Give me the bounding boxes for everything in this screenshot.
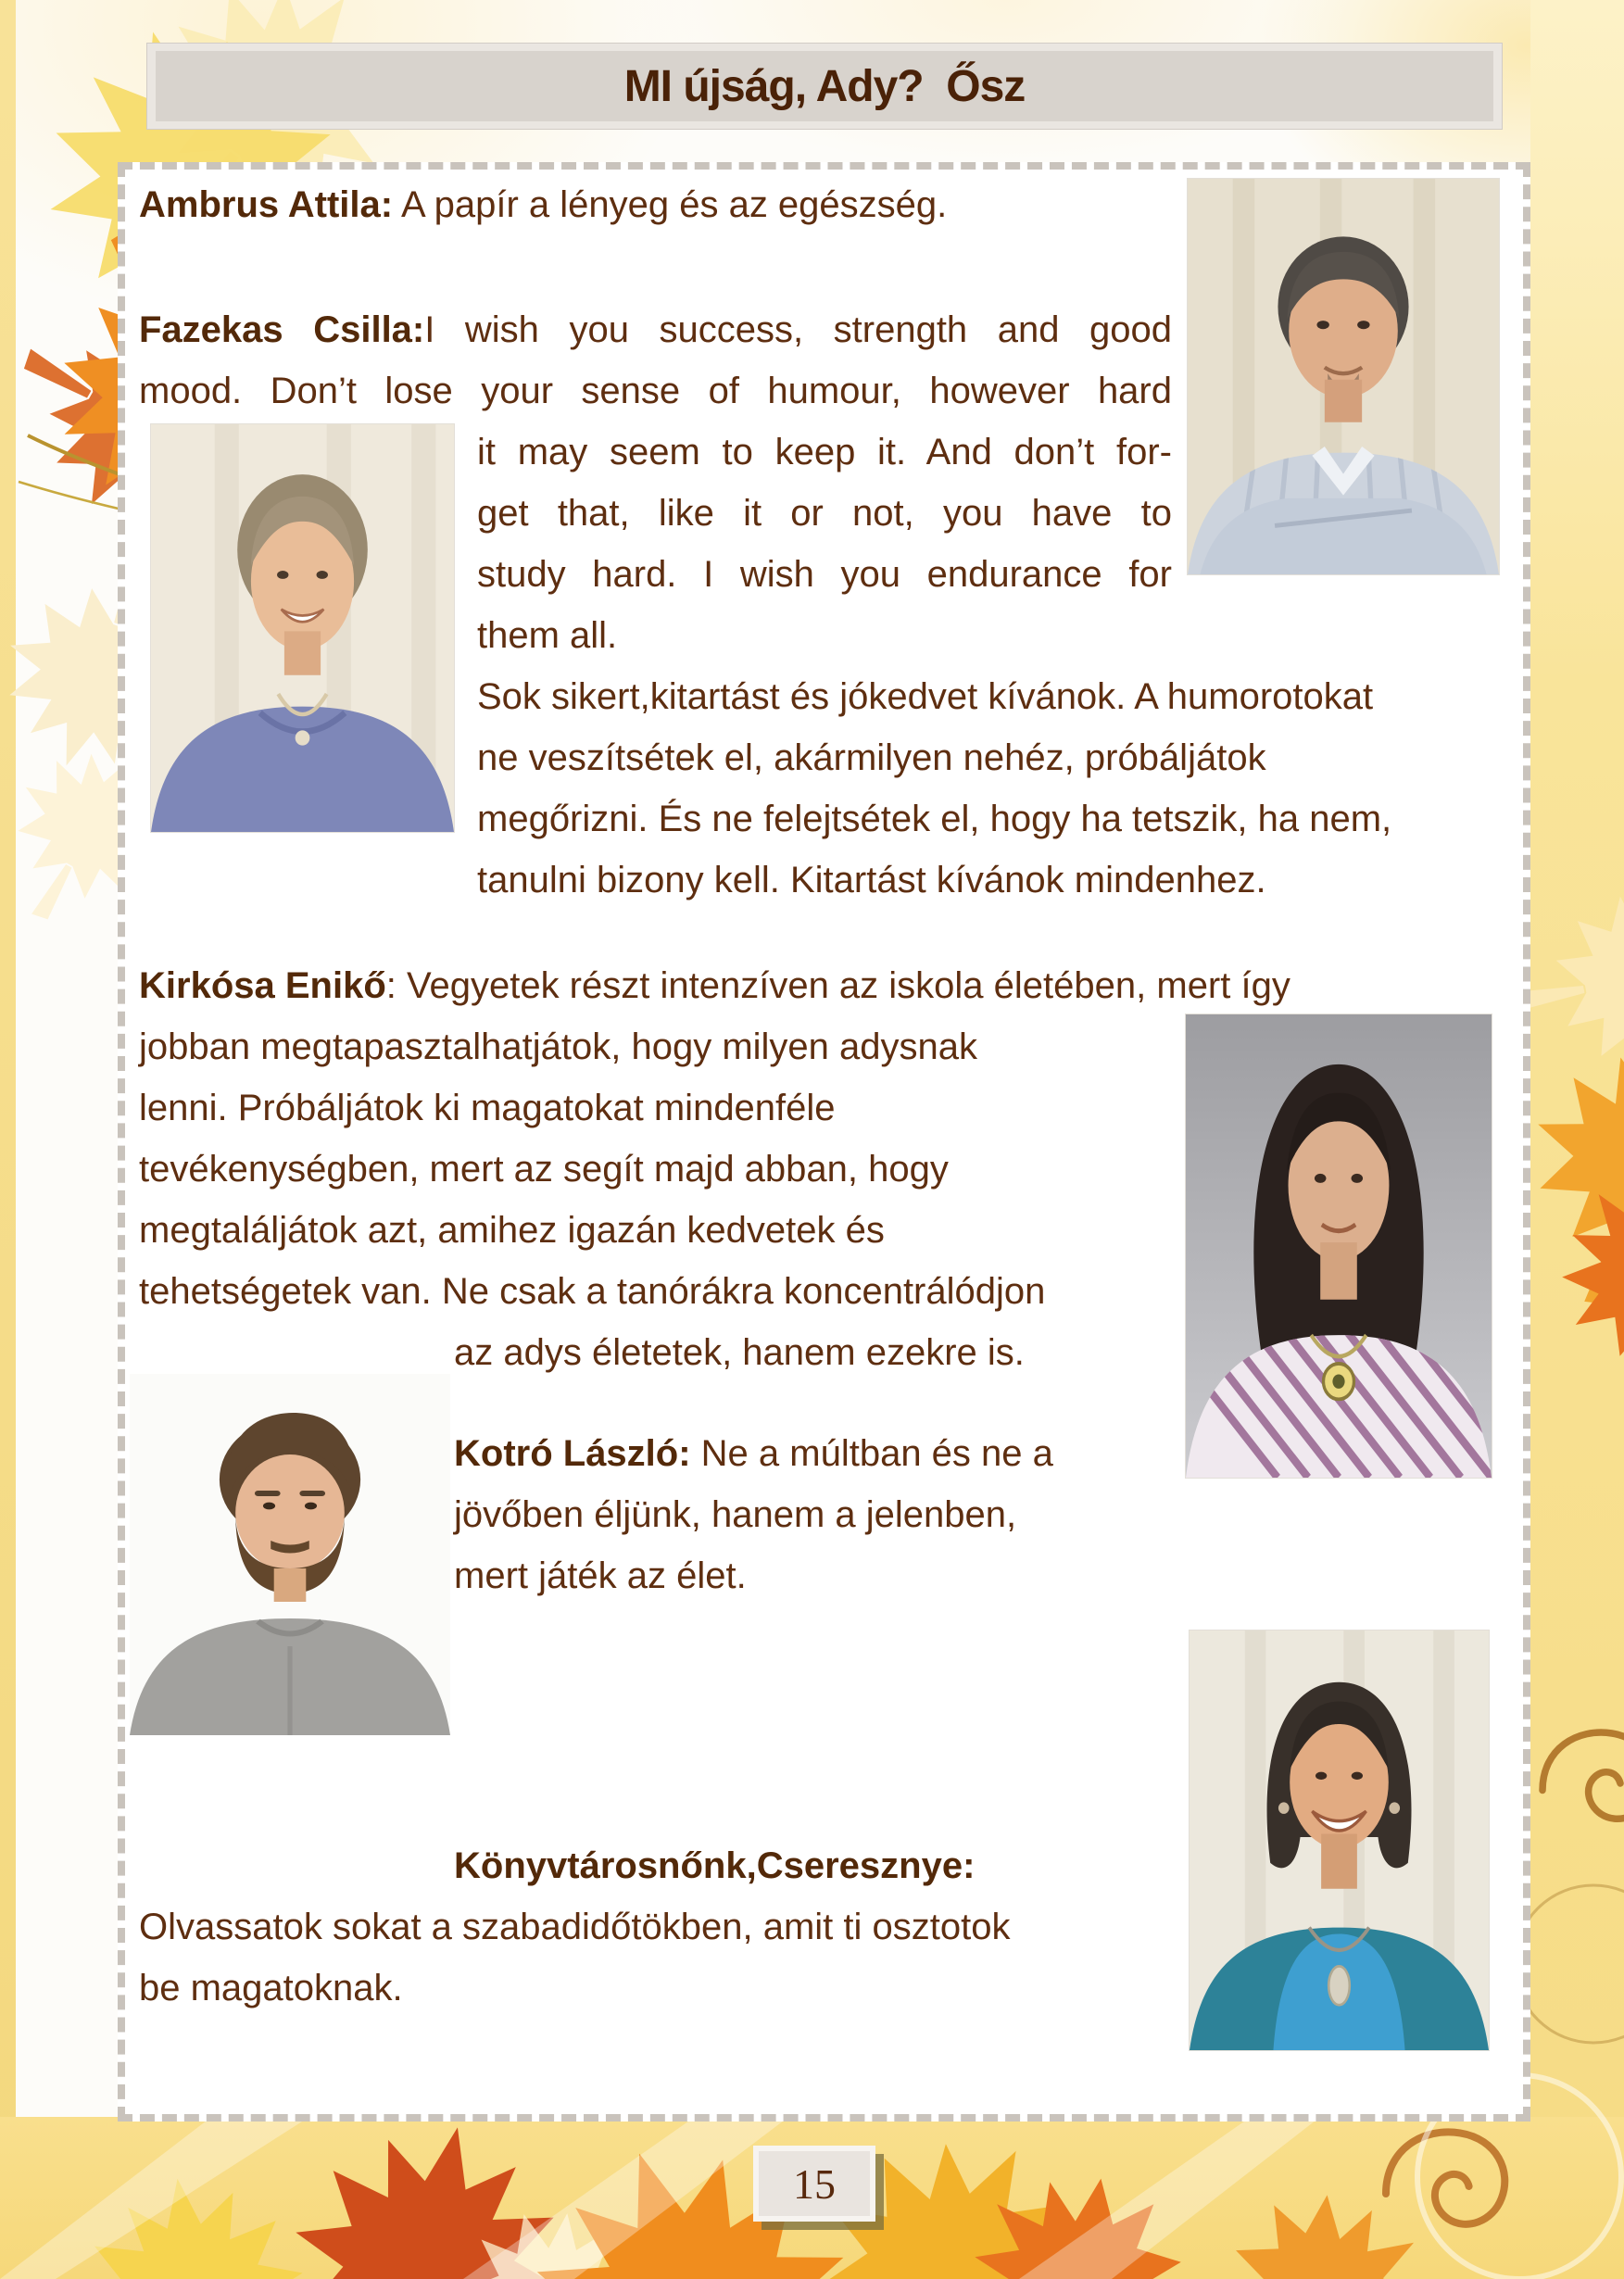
fazekas-quote-line: ne veszítsétek el, akármilyen nehéz, próbáljátok: [477, 737, 1266, 778]
librarian-name: Könyvtárosnőnk,Cseresznye:: [454, 1845, 976, 1886]
kirkosa-quote-line: Kirkósa Enikő: Vegyetek részt intenzíven az iskola életében, mert így: [139, 965, 1290, 1006]
fazekas-quote-line: megőrizni. És ne felejtsétek el, hogy ha tetszik, ha nem,: [477, 799, 1392, 839]
fazekas-name: Fazekas Csilla:: [139, 309, 425, 350]
fazekas-quote-line: Fazekas Csilla:I wish you success, strength and good: [139, 309, 1172, 350]
fazekas-quote-line: it may seem to keep it. And don’t for-: [477, 432, 1172, 472]
kirkosa-name: Kirkósa Enikő: [139, 965, 386, 1006]
swirl-ornament: [1542, 1732, 1624, 1819]
librarian-quote-line: be magatoknak.: [139, 1968, 403, 2008]
librarian-quote-line: Olvassatok sokat a szabadidőtökben, amit ti osztotok: [139, 1907, 1011, 1947]
fazekas-quote-line: tanulni bizony kell. Kitartást kívánok mindenhez.: [477, 860, 1266, 900]
page-number: 15: [793, 2159, 836, 2208]
ring-ornament: [1515, 1885, 1624, 2043]
photo-kirkosa-eniko: [1186, 1014, 1492, 1478]
photo-fazekas-csilla: [151, 424, 454, 832]
kirkosa-quote-line: jobban megtapasztalhatjátok, hogy milyen adysnak: [139, 1026, 977, 1067]
kotro-quote-line: jövőben éljünk, hanem a jelenben,: [454, 1494, 1017, 1535]
photo-man-top-right: [1188, 179, 1499, 574]
page-title: MI újság, Ady? Ősz: [623, 61, 1026, 111]
fazekas-quote-line: them all.: [477, 615, 618, 656]
page-header-bar: [146, 43, 1503, 130]
fazekas-quote-line: get that, like it or not, you have to: [477, 493, 1172, 534]
fazekas-quote-line: Sok sikert,kitartást és jókedvet kívánok. A humorotokat: [477, 676, 1374, 717]
kirkosa-quote-line: megtaláljátok azt, amihez igazán kedvetek és: [139, 1210, 885, 1251]
librarian-heading-line: [454, 1844, 975, 1888]
kotro-quote-line: Kotró László: Ne a múltban és ne a: [454, 1433, 1053, 1474]
kotro-name: Kotró László:: [454, 1433, 691, 1474]
photo-kotro-laszlo: [130, 1374, 450, 1735]
page-header-bar-inner: [156, 51, 1493, 121]
swirl-ornament: [1386, 2132, 1504, 2223]
kirkosa-quote-line: lenni. Próbáljátok ki magatokat mindenféle: [139, 1088, 836, 1128]
ambrus-quote-line: [139, 183, 947, 227]
kotro-quote-line: mert játék az élet.: [454, 1555, 747, 1596]
photo-cseresznye: [1190, 1631, 1489, 2050]
kirkosa-quote-line: az adys életetek, hanem ezekre is.: [454, 1332, 1025, 1373]
fazekas-quote-line: study hard. I wish you endurance for: [477, 554, 1172, 595]
page-number-box: [753, 2146, 875, 2222]
kirkosa-quote-line: tevékenységben, mert az segít majd abban, hogy: [139, 1149, 949, 1190]
ambrus-text: A papír a lényeg és az egészség.: [393, 184, 948, 225]
kirkosa-quote-line: tehetségetek van. Ne csak a tanórákra koncentrálódjon: [139, 1271, 1046, 1312]
fazekas-quote-line: mood. Don’t lose your sense of humour, however hard: [139, 371, 1172, 411]
ambrus-name: Ambrus Attila:: [139, 184, 394, 225]
